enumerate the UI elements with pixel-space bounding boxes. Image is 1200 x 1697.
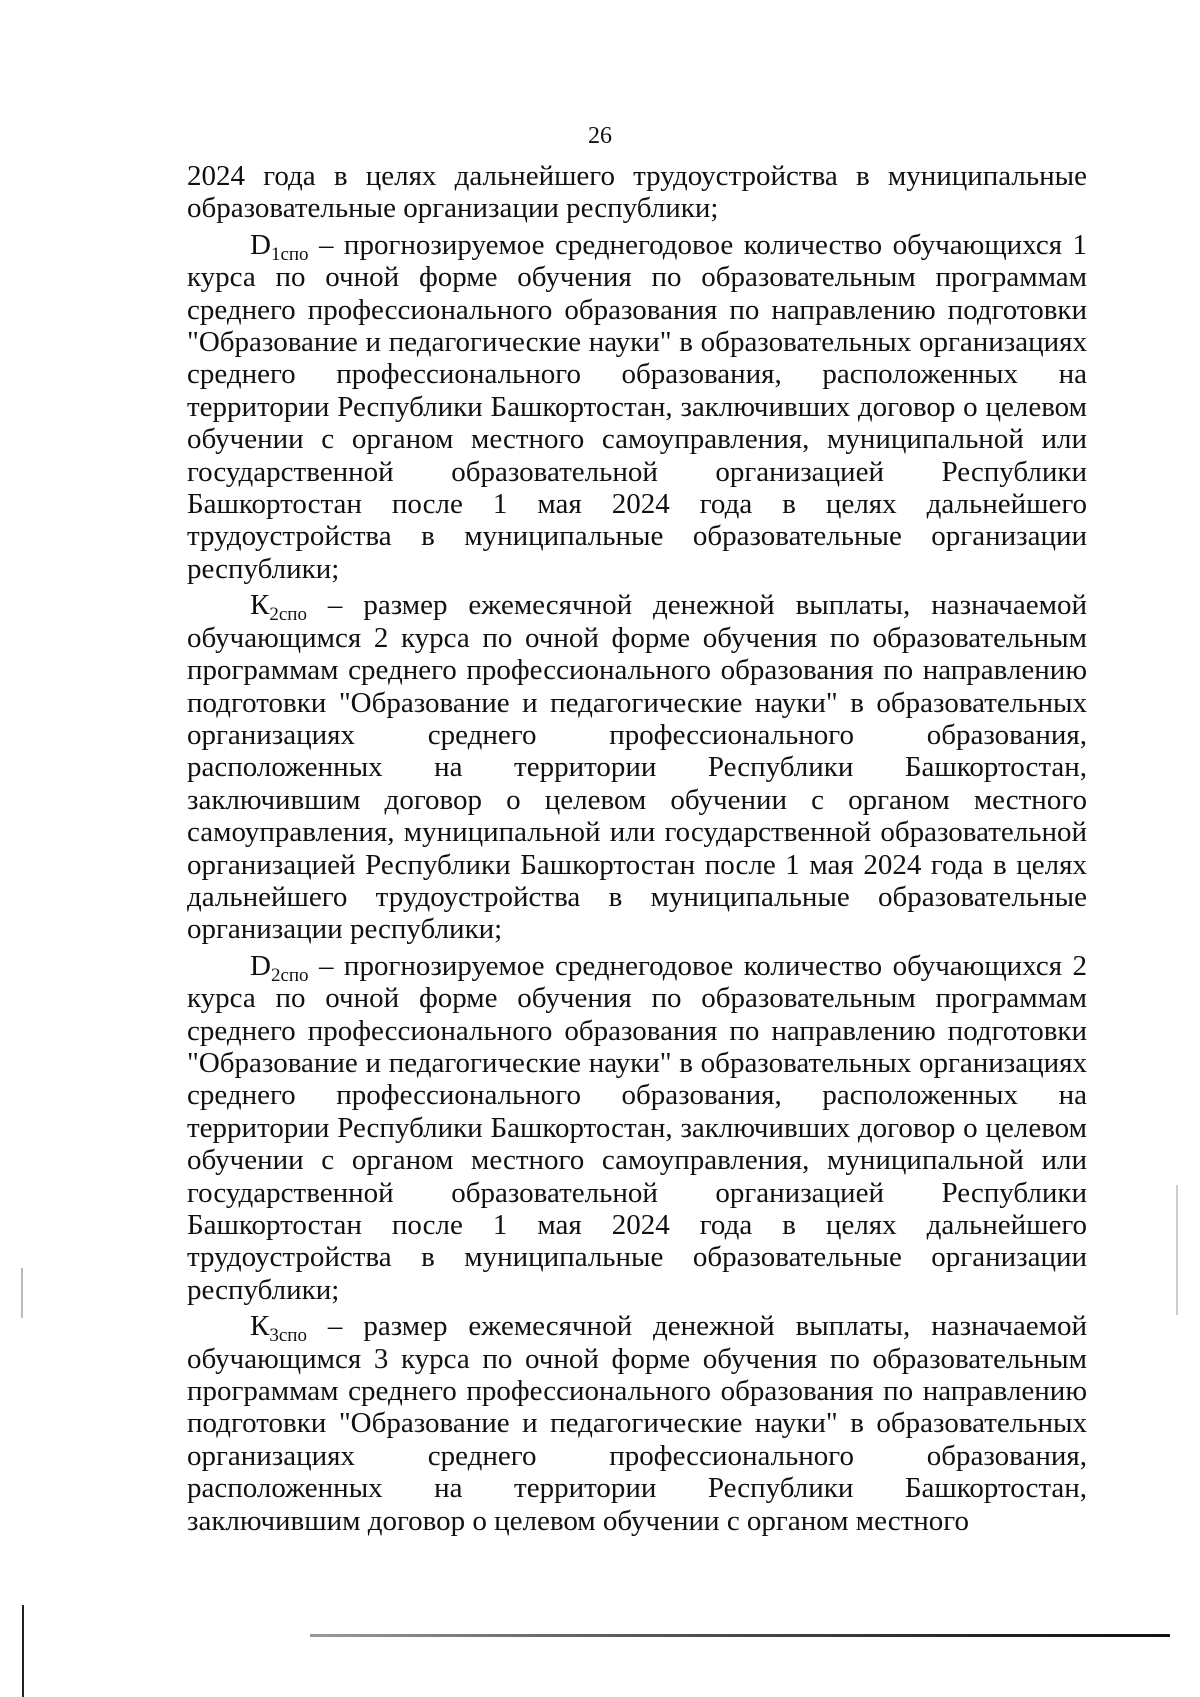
formula-symbol: $D_{1спо}$	[250, 228, 309, 265]
paragraph-continuation: 2024 года в целях дальнейшего трудоустройства в муниципальные образовательные организации республики;	[187, 160, 1087, 225]
page-number: 26	[588, 123, 612, 149]
scan-edge-line	[22, 1605, 24, 1697]
paragraph-text: – прогнозируемое среднегодовое количество обучающихся 1 курса по очной форме обучения по образовательным программам среднего профессионального образования по направлению подготовки "Образование и педагогические науки" в образовательных организациях среднего профессионального образования, расположенных на территории Республики Башкортостан, заключивших договор о целевом обучении с органом местного самоуправления, муниципальной или государственной образовательной организацией Республики Башкортостан после 1 мая 2024 года в целях дальнейшего трудоустройства в муниципальные образовательные организации республики;	[187, 228, 1087, 585]
paragraph-k2spo	[187, 589, 1087, 945]
formula-symbol: $К_{2спо}$	[250, 589, 307, 626]
paragraph-text: – прогнозируемое среднегодовое количество обучающихся 2 курса по очной форме обучения по образовательным программам среднего профессионального образования по направлению подготовки "Образование и педагогические науки" в образовательных организациях среднего профессионального образования, расположенных на территории Республики Башкортостан, заключивших договор о целевом обучении с органом местного самоуправления, муниципальной или государственной образовательной организацией Республики Башкортостан после 1 мая 2024 года в целях дальнейшего трудоустройства в муниципальные образовательные организации республики;	[187, 949, 1087, 1306]
paragraph-d1spo	[187, 229, 1087, 585]
scan-mark-left	[21, 1268, 23, 1318]
paragraph-k3spo	[187, 1310, 1087, 1537]
scan-mark-right	[1176, 1185, 1178, 1315]
paragraph-text: – размер ежемесячной денежной выплаты, назначаемой обучающимся 3 курса по очной форме обучения по образовательным программам среднего профессионального образования по направлению подготовки "Образование и педагогические науки" в образовательных организациях среднего профессионального образования, расположенных на территории Республики Башкортостан, заключившим договор о целевом обучении с органом местного	[187, 1310, 1087, 1537]
bottom-scan-rule	[310, 1634, 1170, 1637]
paragraph-text: – размер ежемесячной денежной выплаты, назначаемой обучающимся 2 курса по очной форме обучения по образовательным программам среднего профессионального образования по направлению подготовки "Образование и педагогические науки" в образовательных организациях среднего профессионального образования, расположенных на территории Республики Башкортостан, заключившим договор о целевом обучении с органом местного самоуправления, муниципальной или государственной образовательной организацией Республики Башкортостан после 1 мая 2024 года в целях дальнейшего трудоустройства в муниципальные образовательные организации республики;	[187, 589, 1087, 946]
document-body	[187, 160, 1087, 1537]
paragraph-d2spo	[187, 950, 1087, 1306]
formula-symbol: $D_{2спо}$	[250, 949, 309, 986]
formula-symbol: $К_{3спо}$	[250, 1310, 307, 1347]
